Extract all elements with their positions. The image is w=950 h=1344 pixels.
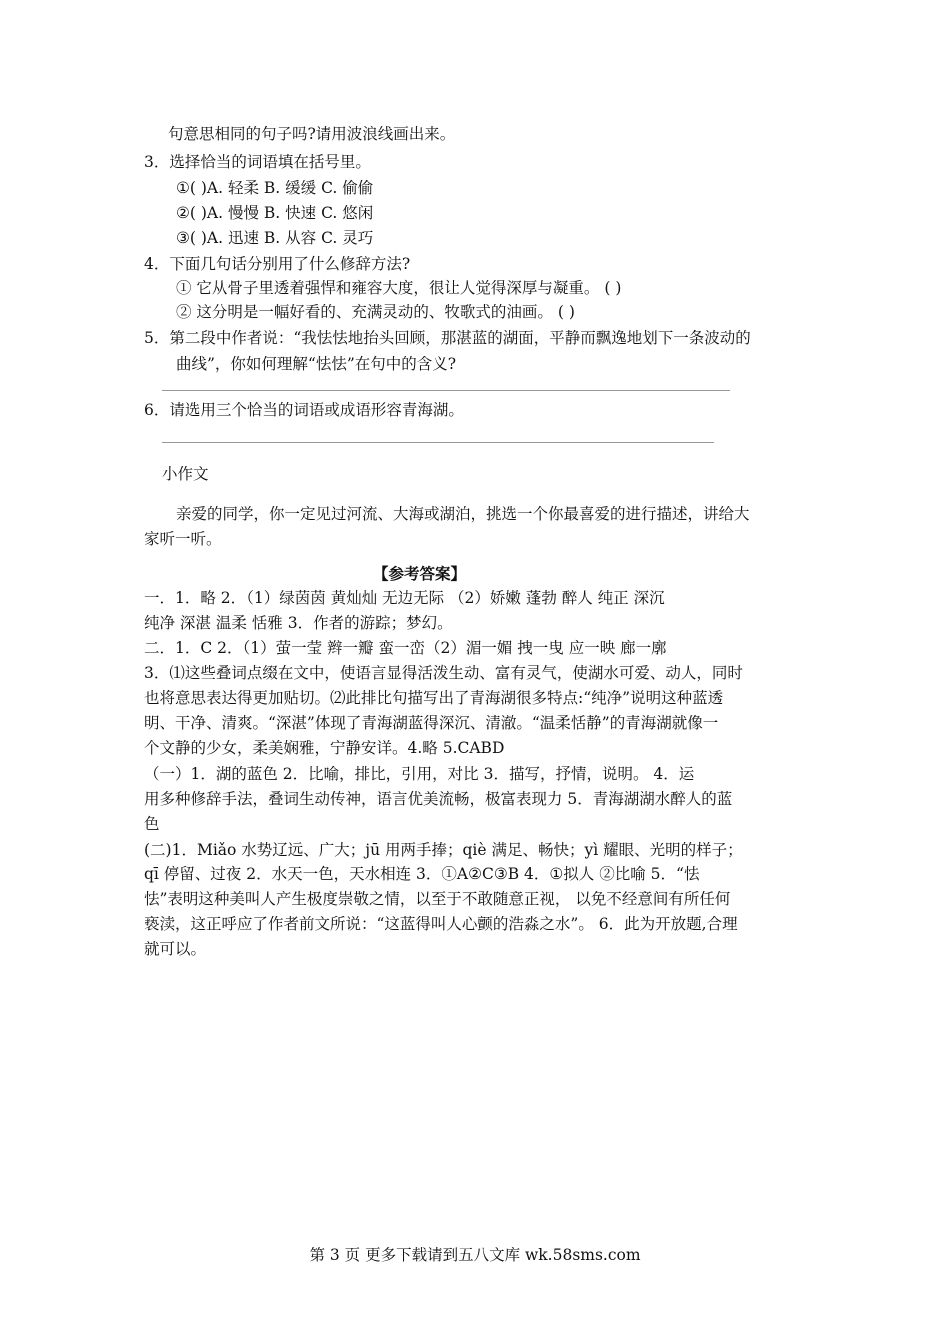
answer-line: 怯”表明这种美叫人产生极度崇敬之情，以至于不敢随意正视， 以免不经意间有所任何	[144, 890, 731, 908]
answer-line: qī 停留、过夜 2．水天一色，天水相连 3．①A②C③B 4．①拟人 ②比喻 5．“怯	[144, 865, 700, 883]
q6-prompt: 6．请选用三个恰当的词语或成语形容青海湖。	[144, 401, 464, 419]
q3-option-2: ②( )A. 慢慢 B. 快速 C. 悠闲	[176, 204, 374, 222]
answer-line: 一．1．略 2．（1）绿茵茵 黄灿灿 无边无际 （2）娇嫩 蓬勃 醉人 纯正 深沉	[144, 589, 665, 607]
answer-line: （一）1．湖的蓝色 2．比喻，排比，引用，对比 3．描写，抒情，说明。 4．运	[144, 765, 695, 783]
answers-heading: 【参考答案】	[373, 564, 467, 583]
q4-item-2: ② 这分明是一幅好看的、充满灵动的、牧歌式的油画。 ( )	[176, 303, 575, 321]
q6-answer-line	[162, 442, 714, 443]
q5-answer-line	[162, 390, 730, 391]
answer-line: 纯净 深湛 温柔 恬雅 3．作者的游踪；梦幻。	[144, 614, 453, 632]
q3-option-3: ③( )A. 迅速 B. 从容 C. 灵巧	[176, 229, 374, 247]
q2-tail-text: 句意思相同的句子吗?请用波浪线画出来。	[168, 125, 456, 143]
answer-line: 也将意思表达得更加贴切。⑵此排比句描写出了青海湖很多特点:“纯净”说明这种蓝透	[144, 689, 724, 707]
answer-line: 二．1．C 2．（1）萤一莹 辫一瓣 蛮一峦（2）湄一媚 拽一曳 应一映 廊一廓	[144, 639, 667, 657]
answer-line: (二)1．Miǎo 水势辽远、广大；jū 用两手捧；qiè 满足、畅快；yì 耀眼、光明的样子；	[144, 841, 743, 859]
answer-line: 色	[144, 815, 160, 833]
q3-option-1: ①( )A. 轻柔 B. 缓缓 C. 偷偷	[176, 179, 374, 197]
q4-item-1: ① 它从骨子里透着强悍和雍容大度，很让人觉得深厚与凝重。 ( )	[176, 279, 622, 297]
answer-line: 个文静的少女，柔美娴雅，宁静安详。4.略 5.CABD	[144, 739, 505, 757]
q3-prompt: 3．选择恰当的词语填在括号里。	[144, 153, 371, 171]
composition-line-1: 亲爱的同学，你一定见过河流、大海或湖泊，挑选一个你最喜爱的进行描述，讲给大	[176, 505, 750, 523]
composition-title: 小作文	[162, 465, 209, 483]
page-footer: 第 3 页 更多下载请到五八文库 wk.58sms.com	[309, 1246, 641, 1264]
q4-prompt: 4．下面几句话分别用了什么修辞方法?	[144, 255, 411, 273]
answer-line: 用多种修辞手法，叠词生动传神，语言优美流畅，极富表现力 5．青海湖湖水醉人的蓝	[144, 790, 733, 808]
q5-line-2: 曲线”，你如何理解“怯怯”在句中的含义?	[176, 355, 457, 373]
q5-line-1: 5．第二段中作者说：“我怯怯地抬头回顾，那湛蓝的湖面，平静而飘逸地划下一条波动的	[144, 329, 751, 347]
answer-line: 3．⑴这些叠词点缀在文中，使语言显得活泼生动、富有灵气，使湖水可爱、动人，同时	[144, 664, 743, 682]
answer-line: 就可以。	[144, 940, 207, 958]
composition-line-2: 家听一听。	[144, 530, 222, 548]
answer-line: 亵渎，这正呼应了作者前文所说：“这蓝得叫人心颤的浩淼之水”。 6．此为开放题,合理	[144, 915, 738, 933]
answer-line: 明、干净、清爽。“深湛”体现了青海湖蓝得深沉、清澈。“温柔恬静”的青海湖就像一	[144, 714, 719, 732]
